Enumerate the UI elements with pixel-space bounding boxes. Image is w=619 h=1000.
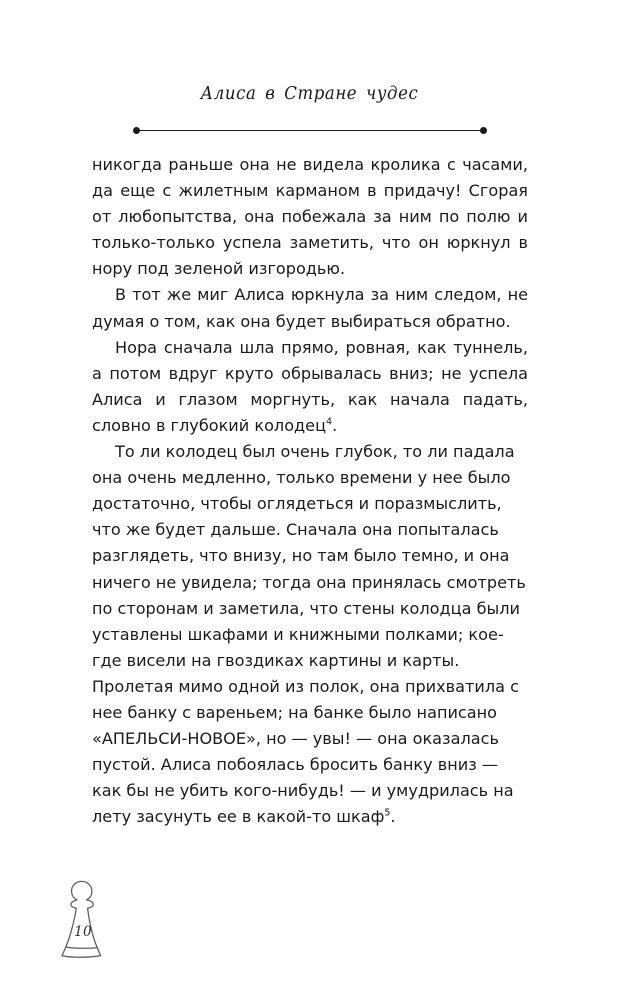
rule-end-dot-right (480, 127, 487, 134)
footnote-marker-5[interactable]: 5 (384, 807, 391, 819)
paragraph-2-text: В тот же миг Алиса юркнула за ним следом, не думая о том, как она будет выбираться обратно. (92, 285, 528, 331)
paragraph-3 (92, 335, 528, 439)
paragraph-4-text-tail: . (390, 807, 396, 827)
paragraph-4 (92, 439, 528, 830)
running-head (0, 84, 619, 103)
footnote-marker-4[interactable]: 4 (326, 416, 333, 428)
header-divider-rule (133, 127, 487, 134)
paragraph-3-text: Нора сначала шла прямо, ровная, как туннель, а потом вдруг круто обрывалась вниз; не успела Алиса и глазом моргнуть, как начала падать, словно в глубокий колодец (92, 337, 528, 435)
paragraph-3-text-tail: . (332, 415, 338, 435)
rule-line (136, 130, 484, 132)
page-number: 10 (74, 924, 92, 940)
page-folio (52, 878, 138, 970)
paragraph-1 (92, 152, 528, 282)
paragraph-4-text: То ли колодец был очень глубок, то ли падала она очень медленно, только времени у нее было достаточно, чтобы оглядеться и поразмыслить, что же будет дальше. Сначала она попыталась разглядеть, что внизу, но там было темно, и она ничего не увидела; тогда она принялась смотреть по сторонам и заметила, что стены колодца были уставлены шкафами и книжными полками; кое-где висели на гвоздиках картины и карты. Пролетая мимо одной из полок, она прихватила с нее банку с вареньем; на банке было написано «АПЕЛЬСИ-НОВОЕ», но — увы! — она оказалась пустой. Алиса побоялась бросить банку вниз — как бы не убить кого-нибудь! — и умудрилась на лету засунуть ее в какой-то шкаф (92, 442, 526, 827)
paragraph-2 (92, 282, 528, 334)
running-head-title: Алиса в Стране чудес (200, 82, 419, 103)
paragraph-1-text: никогда раньше она не видела кролика с часами, да еще с жилетным карманом в придачу! Сгорая от любопытства, она побежала за ним по полю и только-только успела заметить, что он юркнул в нору под зеленой изгородью. (92, 155, 528, 279)
body-text-column (92, 152, 528, 830)
